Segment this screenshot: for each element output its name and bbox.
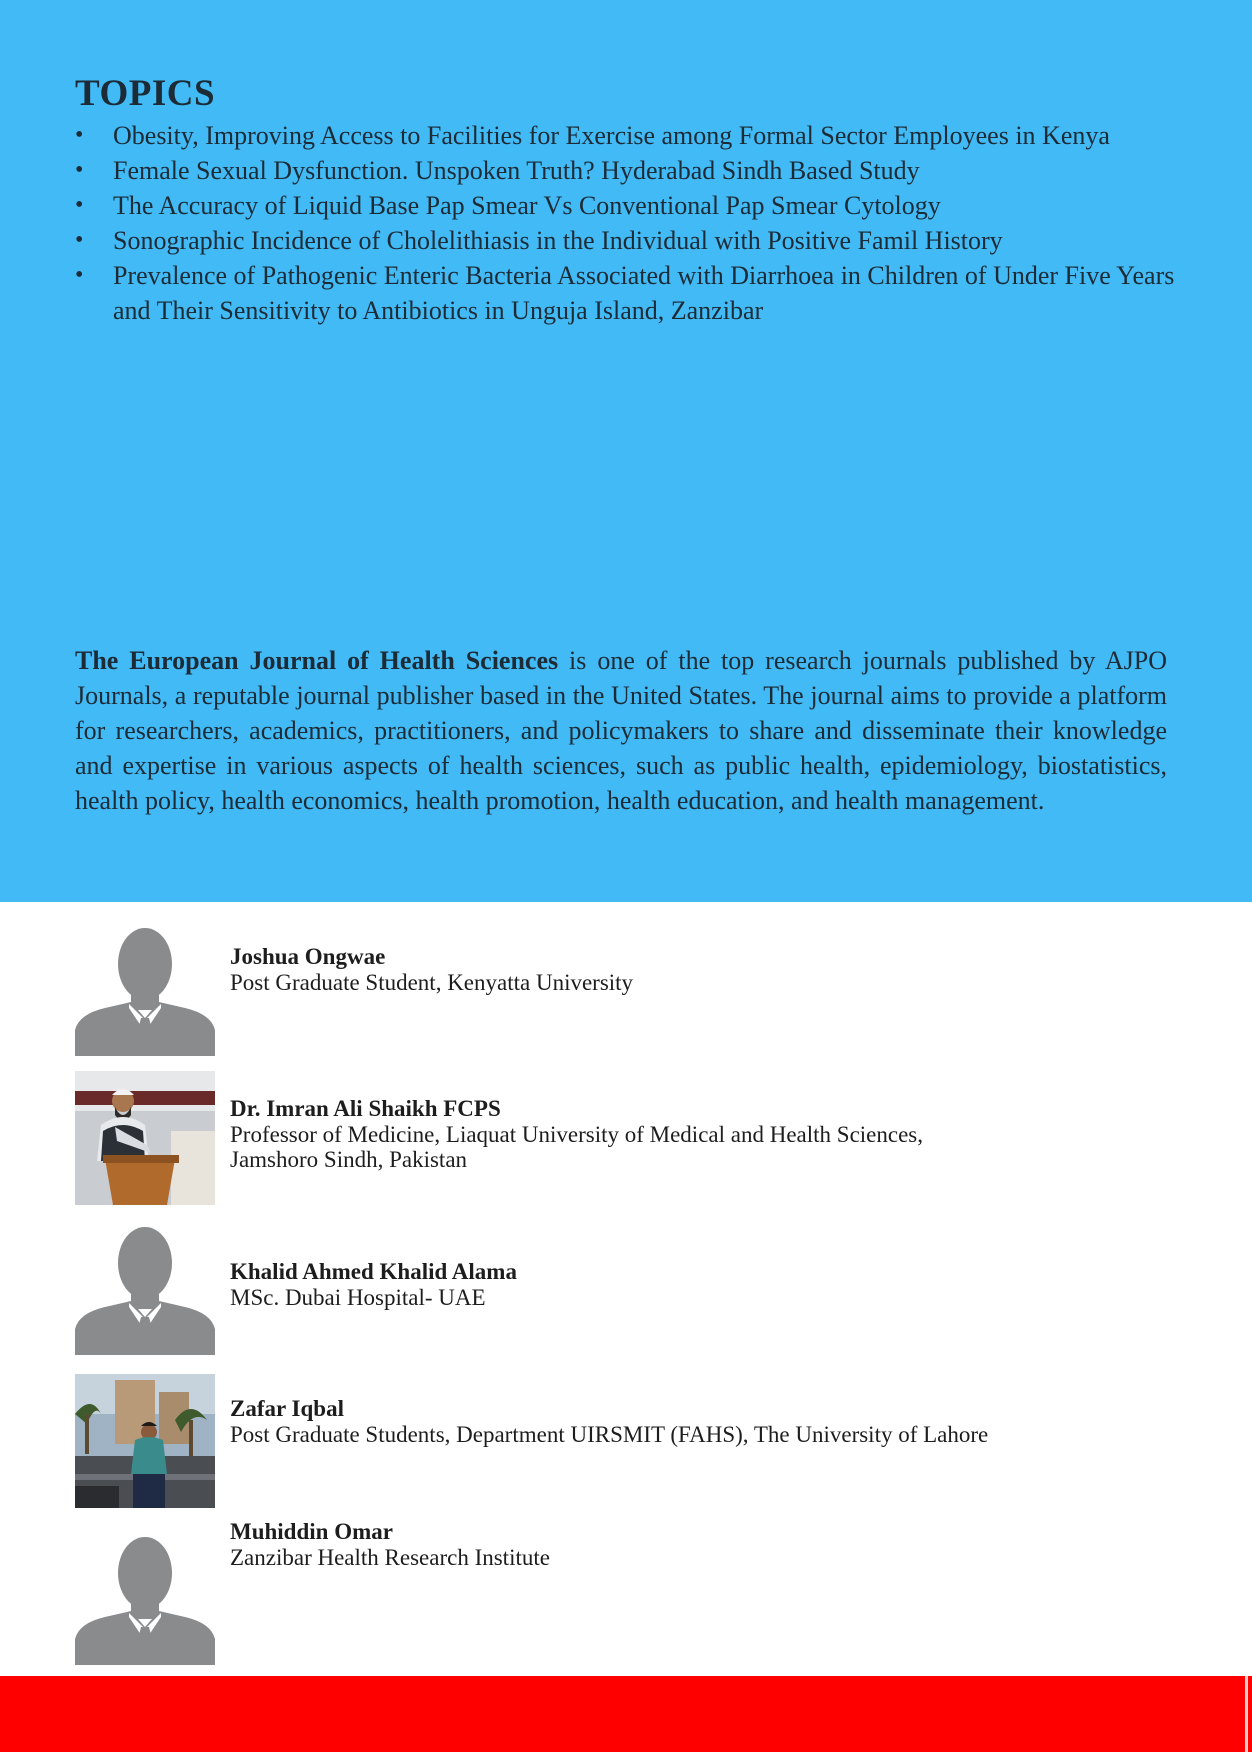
topic-item: • Sonographic Incidence of Cholelithiasis in the Individual with Positive Famil History — [75, 223, 1175, 258]
outdoor-portrait-photo — [75, 1374, 215, 1508]
author-entry — [75, 1519, 1205, 1653]
silhouette-icon — [75, 1221, 215, 1355]
author-name: Joshua Ongwae — [230, 944, 386, 969]
speaker-at-podium-photo — [75, 1071, 215, 1205]
author-affiliation: Post Graduate Student, Kenyatta University — [230, 970, 634, 995]
journal-description-text: is one of the top research journals published by AJPO Journals, a reputable journal publisher based in the United States. The journal aims to provide a platform for researchers, academics, practitioners, and policymakers to share and disseminate their knowledge and expertise in various aspects of health sciences, such as public health, epidemiology, biostatistics, health policy, health economics, health promotion, health education, and health management. — [75, 646, 1168, 815]
topics-list — [75, 118, 1175, 328]
author-name: Khalid Ahmed Khalid Alama — [230, 1259, 517, 1284]
topic-item: • Female Sexual Dysfunction. Unspoken Truth? Hyderabad Sindh Based Study — [75, 153, 1175, 188]
topics-heading: TOPICS — [75, 73, 216, 114]
author-name: Muhiddin Omar — [230, 1519, 393, 1544]
author-entry — [75, 1221, 1205, 1355]
author-affiliation: Professor of Medicine, Liaquat University of Medical and Health Sciences, Jamshoro Sindh, Pakistan — [230, 1122, 923, 1172]
author-entry — [75, 1374, 1205, 1508]
journal-name: The European Journal of Health Sciences — [75, 646, 559, 675]
footer-edge-divider — [1245, 1676, 1248, 1752]
topic-item: • The Accuracy of Liquid Base Pap Smear Vs Conventional Pap Smear Cytology — [75, 188, 1175, 223]
author-entry — [75, 922, 1205, 1056]
author-name: Zafar Iqbal — [230, 1396, 344, 1421]
author-affiliation: MSc. Dubai Hospital- UAE — [230, 1285, 486, 1310]
author-affiliation: Zanzibar Health Research Institute — [230, 1545, 550, 1570]
silhouette-icon — [75, 1531, 215, 1665]
author-name: Dr. Imran Ali Shaikh FCPS — [230, 1096, 501, 1121]
footer-bar — [0, 1676, 1252, 1752]
author-entry — [75, 1071, 1205, 1205]
journal-description — [75, 643, 1167, 818]
silhouette-icon — [75, 922, 215, 1056]
author-affiliation: Post Graduate Students, Department UIRSMIT (FAHS), The University of Lahore — [230, 1422, 989, 1447]
topic-item: • Prevalence of Pathogenic Enteric Bacteria Associated with Diarrhoea in Children of Under Five Years and Their Sensitivity to Antibiotics in Unguja Island, Zanzibar — [75, 258, 1175, 328]
topic-item: • Obesity, Improving Access to Facilities for Exercise among Formal Sector Employees in Kenya — [75, 118, 1175, 153]
